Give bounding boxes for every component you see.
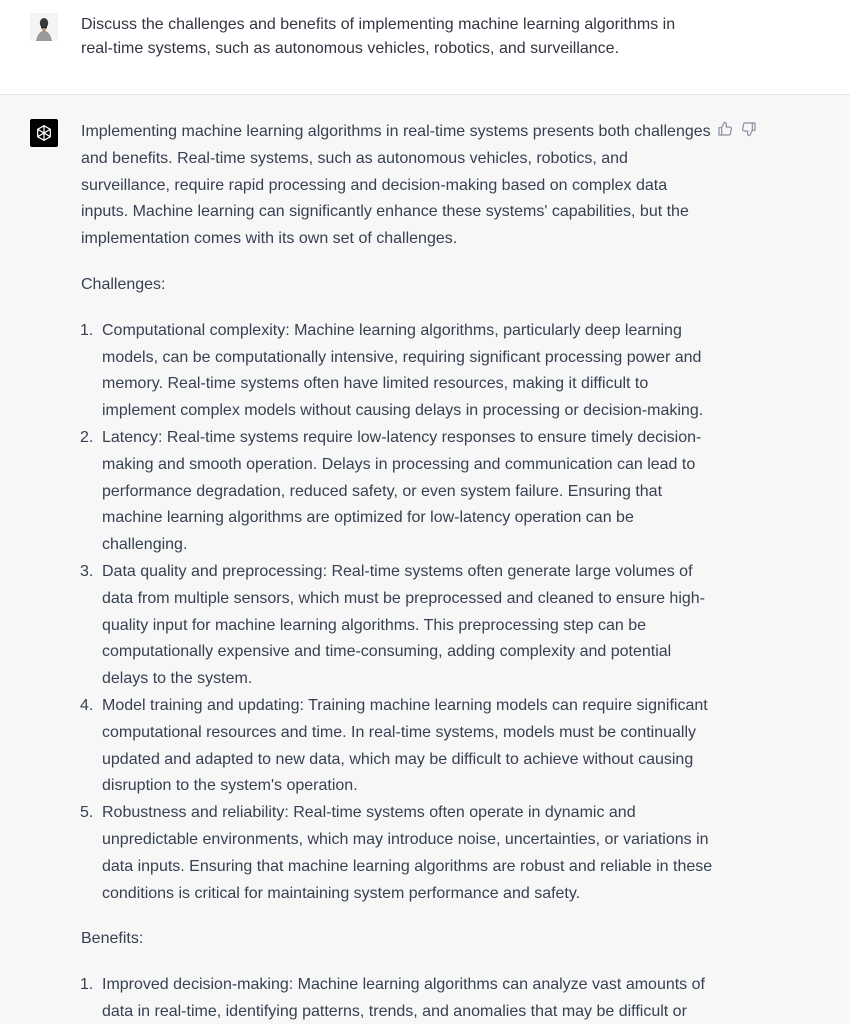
list-item-number: 4. — [80, 696, 94, 714]
list-item-text: Computational complexity: Machine learning algorithms, particularly deep learning models, can be computationally intensive, requiring significant processing power and memory. Real-time systems often have limited resources, making it difficult to implement complex models without causing delays in processing or decision-making. — [102, 321, 704, 420]
feedback-controls — [716, 120, 758, 138]
list-item-number: 1. — [80, 976, 94, 994]
list-item — [81, 693, 716, 800]
thumbs-down-icon — [741, 121, 757, 137]
list-item-number: 1. — [80, 321, 94, 339]
list-item-text: Latency: Real-time systems require low-latency responses to ensure timely decision-making and smooth operation. Delays in processing and communication can lead to performance degradation, reduced safety, or even system failure. Ensuring that machine learning algorithms are optimized for low-latency operation can be challenging. — [102, 428, 702, 554]
challenges-list — [81, 318, 716, 908]
list-item — [81, 800, 716, 907]
user-avatar-icon — [30, 13, 58, 41]
benefits-heading: Benefits: — [81, 930, 144, 948]
challenges-heading: Challenges: — [81, 275, 166, 293]
answer-intro: Implementing machine learning algorithms in real-time systems presents both challenges and benefits. Real-time systems, such as autonomous vehicles, robotics, and surveillance, require rapid processing and decision-making based on complex data inputs. Machine learning can significantly enhance these systems' capabilities, but the implementation comes with its own set of challenges. — [81, 123, 711, 248]
assistant-answer — [81, 119, 716, 1026]
list-item-text: Model training and updating: Training machine learning models can require significant computational resources and time. In real-time systems, models must be continually updated and adapted to new data, which may be difficult to achieve without causing disruption to the system's operation. — [102, 696, 708, 795]
assistant-message-row — [0, 95, 850, 1024]
list-item-number: 5. — [80, 804, 94, 822]
list-item — [81, 559, 716, 693]
list-item-text: Robustness and reliability: Real-time systems often operate in dynamic and unpredictable environments, which may introduce noise, uncertainties, or variations in data inputs. Ensuring that machine learning algorithms are robust and reliable in these conditions is critical for maintaining system performance and safety. — [102, 804, 713, 902]
thumbs-down-button[interactable] — [740, 120, 758, 138]
list-item — [81, 425, 716, 559]
thumbs-up-icon — [717, 121, 733, 137]
openai-logo-icon — [34, 123, 54, 143]
list-item-text: Improved decision-making: Machine learning algorithms can analyze vast amounts of data in real-time, identifying patterns, trends, and anomalies that may be difficult or — [102, 976, 705, 1020]
list-item-text: Data quality and preprocessing: Real-time systems often generate large volumes of data from multiple sensors, which must be preprocessed and cleaned to ensure high-quality input for machine learning algorithms. This preprocessing step can be computationally expensive and time-consuming, adding complexity and potential delays to the system. — [102, 562, 705, 688]
list-item — [81, 972, 716, 1026]
benefits-list — [81, 972, 716, 1026]
user-message-text: Discuss the challenges and benefits of implementing machine learning algorithms in real-time systems, such as autonomous vehicles, robotics, and surveillance. — [81, 16, 676, 57]
user-avatar — [30, 13, 58, 41]
thumbs-up-button[interactable] — [716, 120, 734, 138]
list-item-number: 3. — [80, 562, 94, 580]
list-item-number: 2. — [80, 428, 94, 446]
list-item — [81, 318, 716, 425]
user-message-row — [0, 0, 850, 95]
assistant-avatar — [30, 119, 58, 147]
